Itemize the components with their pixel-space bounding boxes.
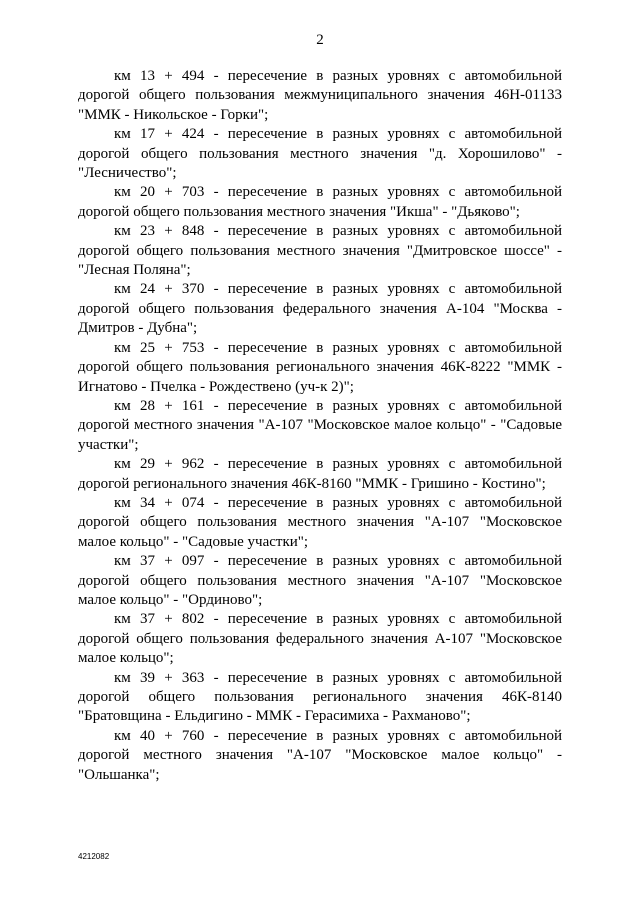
page-number: 2 (316, 32, 324, 48)
paragraph-km-37-802: км 37 + 802 - пересечение в разных уровнях с автомобильной дорогой общего пользования федерального значения А-107 "Московское малое кольцо"; (78, 611, 562, 667)
paragraph-km-40-760: км 40 + 760 - пересечение в разных уровнях с автомобильной дорогой местного значения "А-107 "Московское малое кольцо" - "Ольшанка"; (78, 727, 562, 783)
paragraph-km-17-424: км 17 + 424 - пересечение в разных уровнях с автомобильной дорогой общего пользования местного значения "д. Хорошилово" - "Лесничество"; (78, 126, 562, 182)
paragraph-km-25-753: км 25 + 753 - пересечение в разных уровнях с автомобильной дорогой общего пользования регионального значения 46К-8222 "ММК - Игнатово - Пчелка - Рождествено (уч-к 2)"; (78, 339, 562, 395)
document-code: 4212082 (78, 852, 110, 861)
paragraph-km-23-848: км 23 + 848 - пересечение в разных уровнях с автомобильной дорогой общего пользования местного значения "Дмитровское шоссе" - "Лесная Поляна"; (78, 223, 562, 279)
paragraph-km-39-363: км 39 + 363 - пересечение в разных уровнях с автомобильной дорогой общего пользования регионального значения 46К-8140 "Братовщина - Ельдигино - ММК - Герасимиха - Рахманово"; (78, 669, 562, 725)
document-body (78, 67, 562, 785)
paragraph-km-28-161: км 28 + 161 - пересечение в разных уровнях с автомобильной дорогой местного значения "А-107 "Московское малое кольцо" - "Садовые участки"; (78, 397, 562, 453)
paragraph-km-24-370: км 24 + 370 - пересечение в разных уровнях с автомобильной дорогой общего пользования федерального значения А-104 "Москва - Дмитров - Дубна"; (78, 281, 562, 337)
paragraph-km-34-074: км 34 + 074 - пересечение в разных уровнях с автомобильной дорогой общего пользования местного значения "А-107 "Московское малое кольцо" - "Садовые участки"; (78, 494, 562, 550)
paragraph-km-13-494: км 13 + 494 - пересечение в разных уровнях с автомобильной дорогой общего пользования межмуниципального значения 46Н-01133 "ММК - Никольское - Горки"; (78, 68, 562, 123)
paragraph-km-37-097: км 37 + 097 - пересечение в разных уровнях с автомобильной дорогой общего пользования местного значения "А-107 "Московское малое кольцо" - "Ординово"; (78, 553, 562, 608)
paragraph-km-20-703: км 20 + 703 - пересечение в разных уровнях с автомобильной дорогой общего пользования местного значения "Икша" - "Дьяково"; (78, 184, 562, 220)
paragraph-km-29-962: км 29 + 962 - пересечение в разных уровнях с автомобильной дорогой регионального значения 46К-8160 "ММК - Гришино - Костино"; (78, 456, 562, 492)
